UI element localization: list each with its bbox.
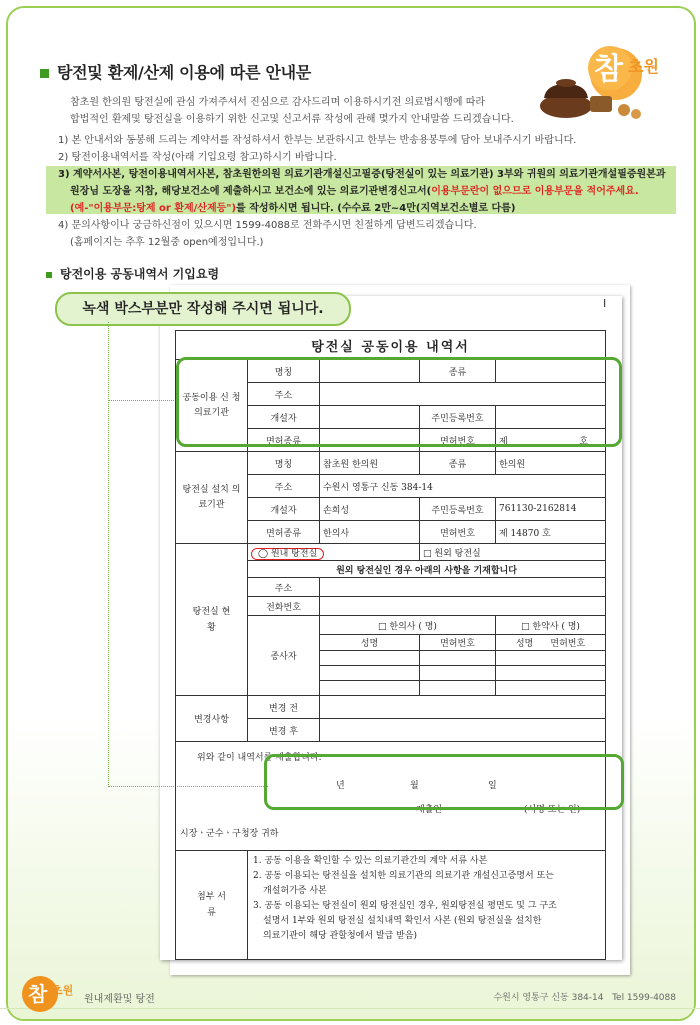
sign-label: (서명 또는 인) bbox=[524, 805, 581, 815]
footer-tel: Tel 1599-4088 bbox=[612, 993, 676, 1003]
form-title: 탕전실 공동이용 내역서 bbox=[176, 331, 606, 360]
page-title-text: 탕전및 환제/산제 이용에 따른 안내문 bbox=[57, 63, 311, 82]
status-label: 탕전실 현황 bbox=[176, 544, 248, 696]
worker-cell bbox=[320, 651, 420, 666]
instruction-list bbox=[58, 132, 688, 251]
guide-heading-text: 탕전이용 공동내역서 기입요령 bbox=[60, 267, 220, 281]
logo-main-text: 참 bbox=[594, 52, 623, 87]
before-cell bbox=[320, 696, 606, 719]
intro-paragraph bbox=[70, 94, 514, 128]
address-label: 주소 bbox=[248, 475, 320, 498]
after-label: 변경 후 bbox=[248, 719, 320, 742]
s-address-cell bbox=[320, 578, 606, 597]
after-cell bbox=[320, 719, 606, 742]
outside-option[interactable]: □ 원외 탕전실 bbox=[420, 544, 606, 561]
instruction-3-line-3b: 를 작성하시면 됩니다. (수수료 2만~4만(지역보건소별로 다름) bbox=[236, 203, 516, 214]
license-no-label: 면허번호 bbox=[420, 521, 496, 544]
instruction-3-line-2b: 이용부문란이 없으므로 이용부문을 적어주세요. bbox=[431, 186, 639, 197]
submit-sentence: 위와 같이 내역서를 제출합니다. bbox=[197, 753, 322, 763]
facility-name: 참초원 한의원 bbox=[320, 452, 420, 475]
worker-cell bbox=[420, 651, 496, 666]
footer-logo-main: 참 bbox=[28, 982, 48, 1006]
outside-label: 원외 탕전실 bbox=[434, 548, 481, 559]
applicant-label: 공동이용 신 청 의료기관 bbox=[176, 360, 248, 452]
facility-rrn: 761130-2162814 bbox=[496, 498, 606, 521]
fill-highlight-applicant bbox=[176, 357, 622, 447]
instruction-1: 1) 본 안내서와 동봉해 드리는 계약서를 작성하셔서 한부는 보관하시고 한부는 반송용봉투에 담아 보내주시기 바랍니다. bbox=[58, 135, 577, 146]
founder-label: 개설자 bbox=[248, 498, 320, 521]
worker-cell bbox=[320, 681, 420, 696]
instruction-3-line-2a: 원장님 도장을 지참, 해당보건소에 제출하시고 보건소에 있는 의료기관변경신고서( bbox=[70, 186, 432, 197]
change-label: 변경사항 bbox=[176, 696, 248, 742]
attach-3b: 설명서 1부와 원외 탕전실 설치내역 확인서 사본 (원외 탕전실을 설치한 bbox=[263, 916, 542, 926]
license-no-label: 면허번호 bbox=[420, 429, 496, 452]
fill-highlight-submission bbox=[264, 754, 624, 810]
workers-label: 종사자 bbox=[248, 616, 320, 696]
license-type-label: 면허종류 bbox=[248, 429, 320, 452]
rrn-label: 주민등록번호 bbox=[420, 498, 496, 521]
worker-cell bbox=[496, 666, 606, 681]
name-label: 명칭 bbox=[248, 452, 320, 475]
type-label: 종류 bbox=[420, 360, 496, 383]
footer-address: 수원시 영통구 신동 384-14 bbox=[493, 993, 604, 1003]
guide-heading bbox=[46, 265, 219, 282]
facility-type: 한의원 bbox=[496, 452, 606, 475]
outside-note: 원외 탕전실인 경우 아래의 사항을 기재합니다 bbox=[248, 561, 606, 578]
attach-2b: 개설허가증 사본 bbox=[263, 886, 327, 896]
bullet-square-icon bbox=[46, 272, 52, 278]
founder-label: 개설자 bbox=[248, 406, 320, 429]
instruction-4-line-1: 4) 문의사항이나 궁금하신점이 있으시면 1599-4088로 전화주시면 친절하게 답변드리겠습니다. bbox=[58, 220, 477, 231]
license-type-label: 면허종류 bbox=[248, 521, 320, 544]
attach-3c: 의료기관이 해당 관할청에서 발급 받음) bbox=[263, 931, 418, 941]
attach-1: 1. 공동 이용을 확인할 수 있는 의료기관간의 계약 서류 사본 bbox=[253, 856, 488, 866]
attach-list bbox=[248, 851, 606, 960]
day-label: 일 bbox=[488, 781, 497, 791]
rrn-label: 주민등록번호 bbox=[420, 406, 496, 429]
license-prefix: 제 bbox=[499, 436, 508, 447]
connector-line bbox=[108, 322, 109, 787]
oriental-doctor-count: □ 한의사 ( 명) bbox=[320, 616, 496, 635]
year-label: 년 bbox=[336, 781, 345, 791]
license-suffix: 호 bbox=[579, 436, 589, 447]
to-whom: 시장ㆍ군수ㆍ구청장 귀하 bbox=[180, 829, 279, 839]
worker-cell bbox=[496, 681, 606, 696]
attach-3a: 3. 공동 이용되는 탕전실이 원외 탕전실인 경우, 원외탕전실 평면도 및 그 구조 bbox=[253, 901, 557, 911]
instruction-3-line-3a: (예-"이용부문:탕제 or 환제/산제등") bbox=[70, 203, 237, 214]
instruction-3-line-1: 3) 계약서사본, 탕전이용내역서사본, 참초원한의원 의료기관개설신고필증(탕전실이 있는 의료기관) 3부와 귀원의 의료기관개설필증원본과 bbox=[58, 169, 666, 180]
month-label: 월 bbox=[410, 781, 419, 791]
before-label: 변경 전 bbox=[248, 696, 320, 719]
inhouse-label: 원내 탕전실 bbox=[270, 548, 318, 559]
facility-license-no: 제 14870 호 bbox=[496, 521, 606, 544]
attach-label: 첨부 서류 bbox=[176, 851, 248, 960]
brand-logo bbox=[524, 36, 674, 126]
col-license-text: 면허번호 bbox=[550, 639, 586, 649]
name-label: 명칭 bbox=[248, 360, 320, 383]
inhouse-option[interactable] bbox=[248, 544, 420, 561]
type-label: 종류 bbox=[420, 452, 496, 475]
intro-line-1: 참초원 한의원 탕전실에 관심 가져주셔서 진심으로 감사드리며 이용하시기전 의료법시행에 따라 bbox=[70, 97, 486, 108]
attach-2a: 2. 공동 이용되는 탕전실을 설치한 의료기관의 의료기관 개설신고증명서 또는 bbox=[253, 871, 554, 881]
intro-line-2: 합법적인 환제및 탕전실을 이용하기 위한 신고및 신고서류 작성에 관해 몇가지 안내말씀 드리겠습니다. bbox=[70, 114, 514, 125]
facility-address: 수원시 영통구 신동 384-14 bbox=[320, 475, 606, 498]
worker-cell bbox=[420, 666, 496, 681]
col-name: 성명 bbox=[320, 635, 420, 651]
guide-note-pill: 녹색 박스부분만 작성해 주시면 됩니다. bbox=[55, 292, 351, 326]
pharmacist-count: □ 한약사 ( 명) bbox=[496, 616, 606, 635]
bullet-square-icon bbox=[40, 69, 49, 78]
connector-line bbox=[108, 400, 178, 401]
footer-left-text: 원내제환및 탕전 bbox=[84, 994, 155, 1005]
inhouse-circled: ◯ 원내 탕전실 bbox=[251, 548, 324, 560]
footer-logo-sub: 초원 bbox=[52, 984, 74, 997]
instruction-4-line-2: (홈페이지는 추후 12월중 open예정입니다.) bbox=[70, 237, 264, 248]
worker-cell bbox=[320, 666, 420, 681]
col-name-text: 성명 bbox=[515, 639, 534, 649]
footer-logo bbox=[16, 972, 80, 1016]
s-phone-cell bbox=[320, 597, 606, 616]
worker-cell bbox=[420, 681, 496, 696]
instruction-2: 2) 탕전이용내역서를 작성(아래 기입요령 참고)하시기 바랍니다. bbox=[58, 152, 337, 163]
col-license: 면허번호 bbox=[420, 635, 496, 651]
address-label: 주소 bbox=[248, 383, 320, 406]
footer-divider bbox=[0, 1008, 700, 1009]
s-address-label: 주소 bbox=[248, 578, 320, 597]
page-title bbox=[40, 60, 311, 83]
footer-contact bbox=[493, 990, 676, 1003]
facility-label: 탕전실 설치 의료기관 bbox=[176, 452, 248, 544]
page-mark: I bbox=[603, 297, 607, 310]
facility-founder: 손희성 bbox=[320, 498, 420, 521]
col-name bbox=[496, 635, 606, 651]
logo-sub-text: 초원 bbox=[628, 57, 659, 76]
submitter-label: 제출인 bbox=[416, 805, 443, 815]
facility-license-type: 한의사 bbox=[320, 521, 420, 544]
s-phone-label: 전화번호 bbox=[248, 597, 320, 616]
worker-cell bbox=[496, 651, 606, 666]
